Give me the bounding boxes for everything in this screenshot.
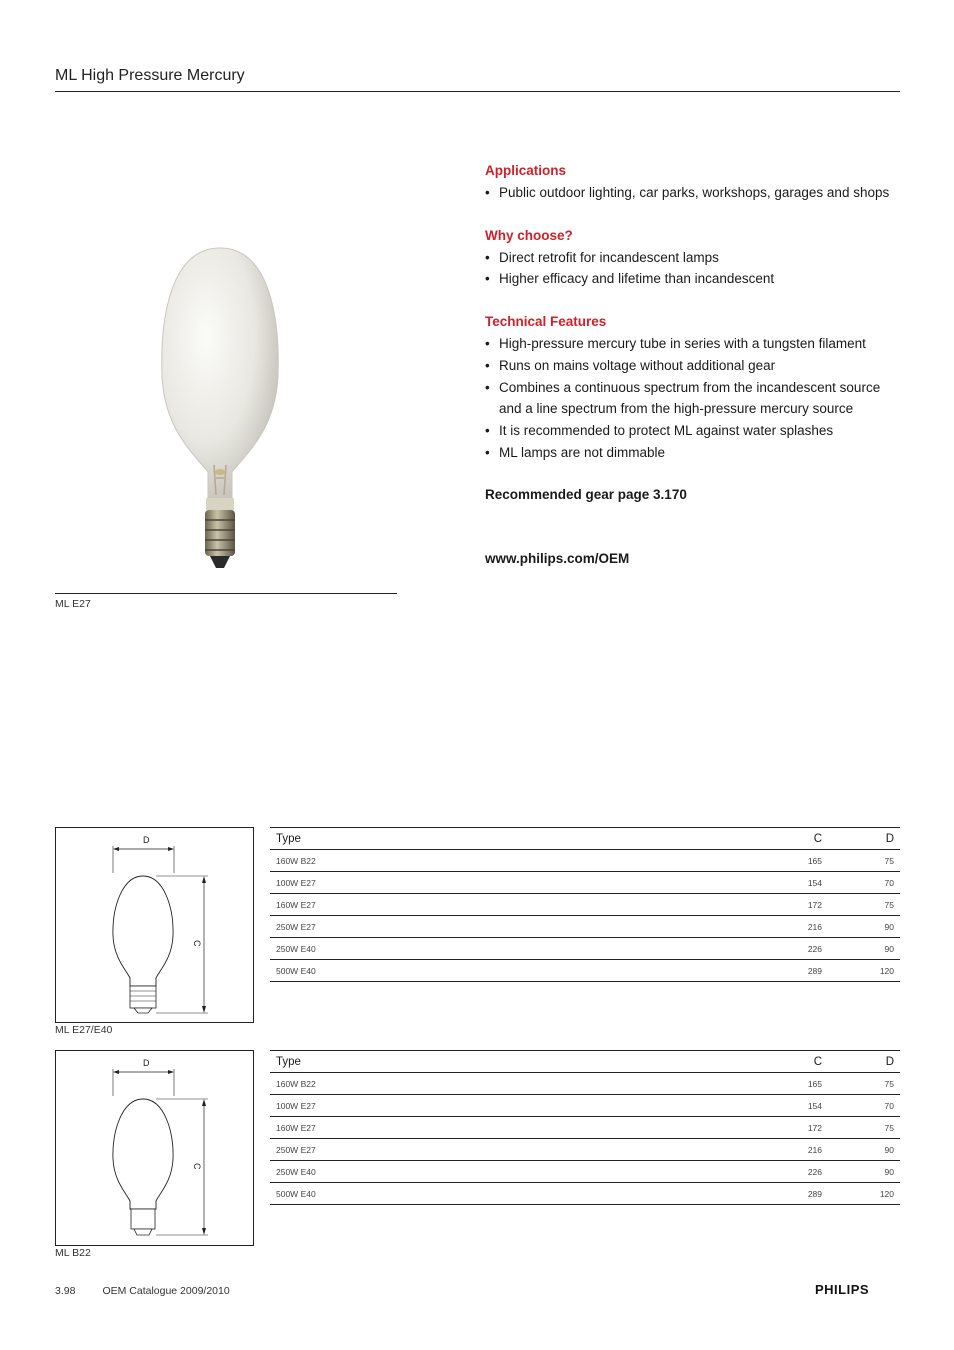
list-item: • High-pressure mercury tube in series with a tungsten filament — [485, 333, 905, 355]
type-cell: 250W E40 — [270, 938, 756, 960]
table-header-row — [270, 1051, 900, 1073]
dimension-diagram-e27-e40 — [55, 827, 254, 1023]
title-divider — [55, 91, 900, 92]
c-cell: 216 — [756, 916, 828, 938]
table-row — [270, 960, 900, 982]
d-cell: 70 — [828, 872, 900, 894]
table-row — [270, 1073, 900, 1095]
c-cell: 165 — [756, 1073, 828, 1095]
type-cell: 160W B22 — [270, 850, 756, 872]
c-cell: 289 — [756, 960, 828, 982]
table-row — [270, 1183, 900, 1205]
c-cell: 226 — [756, 1161, 828, 1183]
diameter-label: D — [143, 835, 150, 845]
c-cell: 226 — [756, 938, 828, 960]
type-cell: 160W B22 — [270, 1073, 756, 1095]
table-row — [270, 1139, 900, 1161]
c-cell: 289 — [756, 1183, 828, 1205]
column-header-c: C — [756, 828, 828, 850]
technical-features-heading: Technical Features — [485, 314, 607, 330]
applications-heading: Applications — [485, 163, 567, 178]
column-header-d: D — [828, 828, 900, 850]
dimension-drawing — [56, 1051, 253, 1245]
technical-features-list — [485, 333, 905, 463]
recommended-gear: Recommended gear page 3.170 — [485, 487, 687, 503]
table-row — [270, 872, 900, 894]
spec-table-e27-e40 — [270, 827, 900, 982]
c-cell: 216 — [756, 1139, 828, 1161]
column-header-c: C — [756, 1051, 828, 1073]
d-cell: 90 — [828, 1161, 900, 1183]
d-cell: 70 — [828, 1095, 900, 1117]
c-cell: 172 — [756, 1117, 828, 1139]
why-choose-heading: Why choose? — [485, 227, 573, 243]
diagram-caption: ML E27/E40 — [55, 1024, 113, 1036]
table-row — [270, 938, 900, 960]
website-link[interactable]: www.philips.com/OEM — [485, 551, 630, 567]
type-cell: 250W E27 — [270, 916, 756, 938]
column-header-type: Type — [270, 828, 756, 850]
list-item: • Public outdoor lighting, car parks, workshops, garages and shops — [485, 182, 905, 204]
type-cell: 250W E27 — [270, 1139, 756, 1161]
diagram-caption: ML B22 — [55, 1247, 91, 1259]
c-cell: 172 — [756, 894, 828, 916]
d-cell: 75 — [828, 1117, 900, 1139]
list-item: • It is recommended to protect ML against water splashes — [485, 420, 905, 442]
catalogue-name: OEM Catalogue 2009/2010 — [102, 1285, 230, 1297]
d-cell: 75 — [828, 850, 900, 872]
type-cell: 500W E40 — [270, 960, 756, 982]
table-row — [270, 916, 900, 938]
table-row — [270, 1095, 900, 1117]
list-item: • ML lamps are not dimmable — [485, 442, 905, 464]
lamp-photo — [150, 240, 290, 575]
why-choose-list — [485, 247, 905, 290]
d-cell: 90 — [828, 1139, 900, 1161]
list-item: • Combines a continuous spectrum from the incandescent source and a line spectrum from the high-pressure mercury source — [485, 377, 905, 420]
d-cell: 120 — [828, 1183, 900, 1205]
c-cell: 165 — [756, 850, 828, 872]
spec-table-b22 — [270, 1050, 900, 1205]
d-cell: 90 — [828, 916, 900, 938]
type-cell: 500W E40 — [270, 1183, 756, 1205]
table-row — [270, 894, 900, 916]
c-cell: 154 — [756, 872, 828, 894]
diameter-label: D — [143, 1058, 150, 1068]
column-header-type: Type — [270, 1051, 756, 1073]
type-cell: 250W E40 — [270, 1161, 756, 1183]
c-cell: 154 — [756, 1095, 828, 1117]
type-cell: 100W E27 — [270, 1095, 756, 1117]
type-cell: 160W E27 — [270, 894, 756, 916]
d-cell: 75 — [828, 1073, 900, 1095]
photo-caption: ML E27 — [55, 598, 91, 610]
length-label: C — [192, 940, 202, 947]
table-row — [270, 1161, 900, 1183]
type-cell: 160W E27 — [270, 1117, 756, 1139]
dimension-diagram-b22 — [55, 1050, 254, 1246]
applications-list — [485, 182, 905, 204]
photo-divider — [55, 593, 397, 594]
philips-logo: PHILIPS — [815, 1282, 870, 1297]
list-item: • Direct retrofit for incandescent lamps — [485, 247, 905, 269]
page-title: ML High Pressure Mercury — [55, 67, 245, 84]
list-item: • Runs on mains voltage without additional gear — [485, 355, 905, 377]
table-row — [270, 850, 900, 872]
type-cell: 100W E27 — [270, 872, 756, 894]
column-header-d: D — [828, 1051, 900, 1073]
table-row — [270, 1117, 900, 1139]
d-cell: 75 — [828, 894, 900, 916]
footer — [55, 1285, 230, 1297]
info-column — [485, 160, 905, 570]
table-header-row — [270, 828, 900, 850]
length-label: C — [192, 1163, 202, 1170]
list-item: • Higher efficacy and lifetime than incandescent — [485, 268, 905, 290]
page-number: 3.98 — [55, 1285, 76, 1297]
d-cell: 120 — [828, 960, 900, 982]
d-cell: 90 — [828, 938, 900, 960]
dimension-drawing — [56, 828, 253, 1022]
